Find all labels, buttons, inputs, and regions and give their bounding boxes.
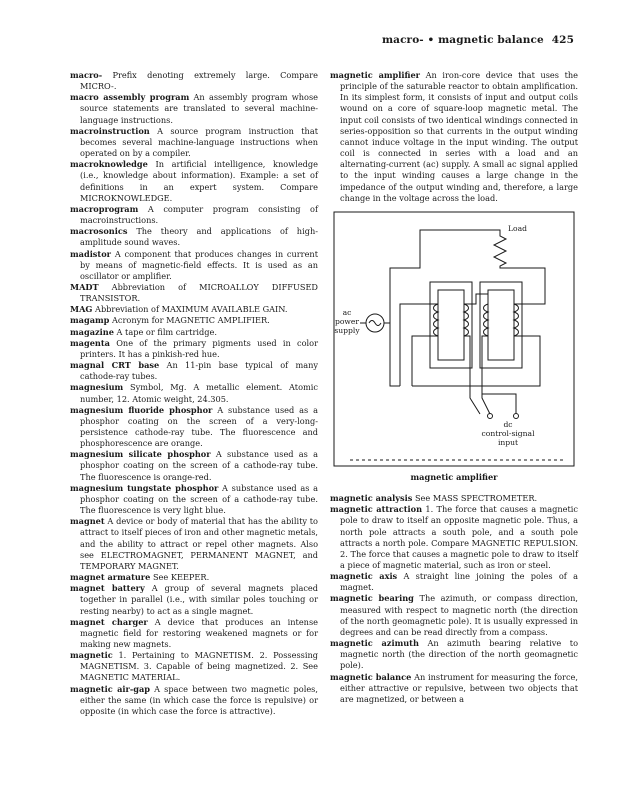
load-label: Load bbox=[508, 223, 528, 233]
coil-right-inner bbox=[484, 304, 489, 336]
entry-definition: A substance used as a phosphor coating on the screen of a cathode-ray tube. The fluorescence is orange-red. bbox=[80, 449, 318, 482]
dictionary-entry bbox=[70, 382, 318, 404]
entry-definition: See MASS SPECTROMETER. bbox=[414, 493, 538, 504]
entry-definition: The theory and applications of high-amplitude sound waves. bbox=[80, 226, 318, 248]
dictionary-entry bbox=[70, 683, 318, 717]
entry-term: magnetic bbox=[70, 650, 113, 661]
dictionary-entry bbox=[70, 281, 318, 304]
load-resistor bbox=[420, 230, 545, 298]
figure-caption: magnetic amplifier bbox=[410, 471, 498, 482]
figure-label-line: power bbox=[334, 316, 360, 326]
entry-term: madistor bbox=[70, 248, 111, 259]
entry-term: magnesium fluoride phosphor bbox=[70, 404, 213, 415]
entry-term: magnesium silicate phosphor bbox=[70, 449, 211, 460]
entry-definition: A source program instruction that becomes several machine-language instructions when operated on by a compiler. bbox=[80, 125, 318, 159]
coil-left-outer bbox=[434, 304, 439, 336]
dictionary-entry bbox=[70, 449, 318, 482]
entry-definition: A substance used as a phosphor coating on the screen of a cathode-ray tube. The fluorescence is very light blue. bbox=[80, 482, 318, 516]
dictionary-entry bbox=[70, 572, 318, 583]
running-title: macro- • magnetic balance bbox=[381, 34, 544, 46]
dictionary-entry bbox=[70, 616, 319, 650]
dictionary-entry bbox=[70, 203, 318, 226]
entry-definition: 1. Pertaining to MAGNETISM. 2. Possessing MAGNETISM. 3. Capable of being magnetized. 2. See MAGNETIC MATERIAL. bbox=[80, 650, 318, 683]
coil-right-outer bbox=[514, 304, 519, 336]
entry-definition: An azimuth bearing relative to magnetic north (the direction of the north geomagnetic pole). bbox=[340, 638, 579, 671]
dc-terminal-right bbox=[514, 413, 519, 418]
dictionary-entry bbox=[330, 571, 578, 593]
dictionary-entry bbox=[70, 226, 318, 248]
entry-term: magnesium bbox=[70, 382, 124, 393]
entry-term: magnetic air-gap bbox=[70, 683, 150, 694]
entry-term: magnetic analysis bbox=[330, 493, 413, 504]
dictionary-entry bbox=[70, 304, 318, 315]
entry-definition: A device that produces an intense magnetic field for restoring weakened magnets or for making new magnets. bbox=[80, 616, 319, 649]
entry-definition: An 11-pin base typical of many cathode-ray tubes. bbox=[80, 360, 318, 382]
right-column bbox=[330, 70, 578, 705]
top-left-wire bbox=[390, 248, 420, 386]
entry-term: magnetic axis bbox=[330, 571, 398, 582]
coil-left-inner bbox=[464, 304, 469, 336]
dictionary-entry bbox=[70, 315, 318, 326]
right-bottom-entries bbox=[330, 493, 578, 705]
figure-label-line: ac bbox=[342, 307, 352, 317]
entry-term: magnesium tungstate phosphor bbox=[70, 482, 219, 493]
entry-term: magnetic bearing bbox=[330, 593, 414, 604]
entry-definition: A substance used as a phosphor coating on the screen of a very-long-persistence cathode-ray tube. The fluorescence and phosphorescence are orange. bbox=[80, 404, 318, 449]
dictionary-entry bbox=[70, 404, 318, 450]
dictionary-entry bbox=[70, 516, 318, 572]
dictionary-entry bbox=[330, 70, 578, 204]
entry-definition: An iron-core device that uses the principle of the saturable reactor to obtain amplification. In its simplest form, it consists of input and output coils wound on a core of square-loop magnetic metal. The input coil consists of two identical windings connected in series-opposition so that currents in the output winding cannot induce voltage in the input winding. The output coil is connected in series with a load and an alternating-current (ac) supply. A small ac signal applied to the input winding causes a large change in the impedance of the output winding and, therefore, a large change in the voltage across the load. bbox=[340, 70, 578, 203]
entry-definition: A device or body of material that has the ability to attract to itself pieces of iron and other magnetic metals, and the ability to attract or repel other magnets. Also see ELECTROMAGNET, PERMANENT MAGNET, and TEMPORARY MAGNET. bbox=[80, 516, 318, 571]
core-right bbox=[480, 282, 522, 368]
entry-definition: A space between two magnetic poles, either the same (in which case the force is repulsive) or opposite (in which case the force is attractive). bbox=[80, 683, 318, 716]
magnetic-amplifier-figure bbox=[330, 208, 578, 470]
page-number: 425 bbox=[551, 34, 574, 46]
entry-definition: In artificial intelligence, knowledge (i.e., knowledge about information). Example: a set of definitions in an expert system. Compare MICROKNOWLEDGE. bbox=[80, 159, 318, 203]
entry-definition: See KEEPER. bbox=[152, 572, 210, 583]
figure-label-line: input bbox=[497, 437, 519, 447]
entry-term: MADT bbox=[70, 281, 99, 292]
entry-definition: A component that produces changes in current by means of magnetic-field effects. It is used as an oscillator or amplifier. bbox=[80, 248, 318, 281]
running-header bbox=[382, 34, 574, 46]
dictionary-entry bbox=[70, 125, 318, 159]
entry-definition: Prefix denoting extremely large. Compare MICRO-. bbox=[80, 70, 318, 92]
entry-term: MAG bbox=[70, 304, 93, 315]
dictionary-entry bbox=[330, 493, 578, 504]
entry-term: magnet charger bbox=[70, 616, 148, 627]
dictionary-entry bbox=[70, 326, 318, 338]
entry-term: magnal CRT base bbox=[70, 360, 160, 371]
ac-power-supply-label bbox=[330, 308, 364, 335]
dictionary-entry bbox=[70, 248, 318, 282]
entry-term: macrosonics bbox=[70, 226, 128, 237]
dictionary-entry bbox=[70, 583, 318, 616]
entry-term: macroknowledge bbox=[70, 159, 148, 170]
dictionary-entry bbox=[330, 671, 578, 705]
core-left bbox=[430, 282, 472, 368]
entry-definition: The azimuth, or compass direction, measured with respect to magnetic north (the direction of the north geomagnetic pole). It is usually expressed in degrees and can be read directly from a compass. bbox=[340, 593, 578, 637]
entry-definition: 1. The force that causes a magnetic pole to draw to itself an opposite magnetic pole. Thus, a north pole attracts a south pole, and a south pole attracts a north pole. Compare MAGNETIC REPULSION. 2. The force that causes a magnetic pole to draw to itself a piece of magnetic material, such as iron or steel. bbox=[340, 504, 578, 570]
entry-definition: An assembly program whose source statements are translated to several machine-language instructions. bbox=[80, 92, 318, 125]
entry-term: magnetic amplifier bbox=[330, 70, 420, 80]
entry-definition: One of the primary pigments used in color printers. It has a pinkish-red hue. bbox=[80, 337, 318, 359]
dictionary-entry bbox=[70, 337, 318, 360]
dictionary-entry bbox=[70, 70, 318, 92]
dictionary-entry bbox=[70, 360, 318, 382]
entry-definition: A group of several magnets placed together in parallel (i.e., with similar poles touching or resting nearby) to act as a single magnet. bbox=[80, 583, 318, 616]
dictionary-entry bbox=[70, 92, 318, 125]
dictionary-entry bbox=[330, 504, 578, 571]
entry-definition: A straight line joining the poles of a magnet. bbox=[340, 571, 578, 593]
entry-term: macro assembly program bbox=[70, 92, 190, 103]
entry-definition: Abbreviation of MAXIMUM AVAILABLE GAIN. bbox=[95, 304, 288, 315]
entry-definition: An instrument for measuring the force, either attractive or repulsive, between two objects that are magnetized, or between a bbox=[340, 671, 578, 704]
dictionary-entry bbox=[330, 593, 578, 638]
figure-label-line: supply bbox=[334, 325, 360, 335]
entry-term: magnetic balance bbox=[330, 671, 412, 682]
entry-term: magazine bbox=[70, 326, 114, 337]
entry-term: magnet bbox=[70, 516, 105, 527]
ac-sine-icon bbox=[369, 320, 381, 325]
dictionary-entry bbox=[70, 159, 318, 204]
dictionary-entry bbox=[330, 638, 579, 671]
dc-control-signal-label bbox=[470, 420, 546, 447]
entry-term: macro- bbox=[70, 70, 103, 80]
entry-term: macroinstruction bbox=[70, 125, 150, 136]
entry-definition: A tape or film cartridge. bbox=[116, 326, 217, 337]
right-top-entries bbox=[330, 70, 578, 204]
entry-definition: Symbol, Mg. A metallic element. Atomic number, 12. Atomic weight, 24.305. bbox=[80, 382, 318, 404]
dc-terminal-left bbox=[488, 413, 493, 418]
entry-definition: Abbreviation of MICROALLOY DIFFUSED TRANSISTOR. bbox=[80, 281, 318, 304]
figure-label-line: dc bbox=[503, 419, 513, 429]
dictionary-entry bbox=[70, 482, 318, 516]
entry-term: magenta bbox=[70, 337, 110, 348]
dictionary-entry bbox=[70, 650, 318, 683]
entry-term: magnetic attraction bbox=[330, 504, 423, 515]
entry-definition: Acronym for MAGNETIC AMPLIFIER. bbox=[112, 315, 270, 326]
entry-term: magnet battery bbox=[70, 583, 145, 594]
left-column bbox=[70, 70, 318, 717]
entry-term: macroprogram bbox=[70, 203, 139, 214]
entry-term: magnetic azimuth bbox=[330, 638, 419, 649]
entry-term: magamp bbox=[70, 315, 110, 326]
entry-term: magnet armature bbox=[70, 572, 151, 583]
figure-label-line: control-signal bbox=[481, 428, 535, 438]
entry-definition: A computer program consisting of macroinstructions. bbox=[80, 203, 318, 226]
